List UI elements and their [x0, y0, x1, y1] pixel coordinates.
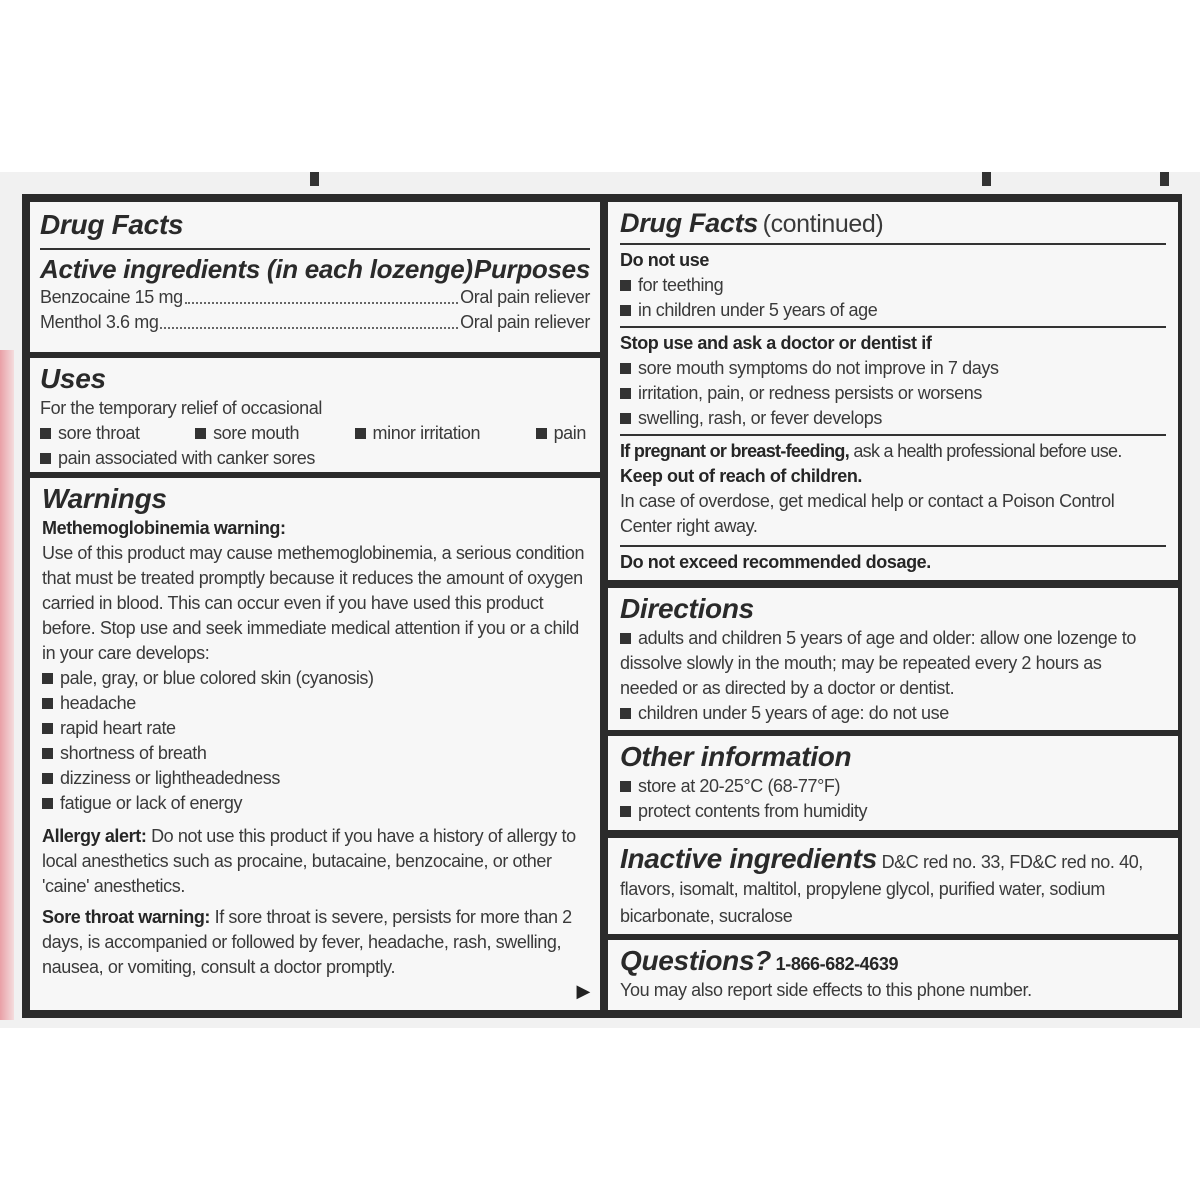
- stop-use-item: sore mouth symptoms do not improve in 7 days: [620, 356, 1166, 381]
- ingredient-purpose: Oral pain reliever: [460, 312, 590, 332]
- warnings-continued-panel: [608, 202, 1178, 580]
- ingredient-row: [40, 310, 590, 335]
- warnings-heading: Warnings: [42, 483, 167, 514]
- inactive-ingredients-heading: Inactive ingredients: [620, 843, 877, 874]
- questions-text: You may also report side effects to this phone number.: [620, 980, 1032, 1000]
- dosage-warning: Do not exceed recommended dosage.: [620, 552, 931, 572]
- active-ingredients-heading: Active ingredients (in each lozenge): [40, 254, 473, 284]
- questions-panel: [608, 940, 1178, 1010]
- allergy-label: Allergy alert:: [42, 826, 147, 846]
- use-item: sore throat: [40, 421, 140, 446]
- do-not-use-item: for teething: [620, 273, 1166, 298]
- uses-panel: [30, 358, 600, 472]
- uses-heading: Uses: [40, 363, 106, 394]
- symptom-item: fatigue or lack of energy: [42, 791, 588, 816]
- drug-facts-title: Drug Facts: [40, 209, 184, 240]
- overdose-text: In case of overdose, get medical help or contact a Poison Control Center right away.: [620, 491, 1115, 536]
- inactive-ingredients-panel: [608, 838, 1178, 934]
- use-item: minor irritation: [355, 421, 481, 446]
- phone-number: 1-866-682-4639: [775, 954, 899, 974]
- ingredient-name: Menthol 3.6 mg: [40, 312, 159, 332]
- do-not-use-heading: Do not use: [620, 250, 709, 270]
- methemoglobinemia-heading: Methemoglobinemia warning:: [42, 518, 286, 538]
- other-item: store at 20-25°C (68-77°F): [620, 774, 1166, 799]
- symptom-item: shortness of breath: [42, 741, 588, 766]
- pregnancy-label: If pregnant or breast-feeding,: [620, 441, 850, 461]
- uses-intro: For the temporary relief of occasional: [40, 398, 322, 418]
- warnings-panel: [30, 478, 600, 1010]
- package-red-edge: [0, 350, 14, 1020]
- sore-throat-text: If sore throat is severe, persists for more than 2 days, is accompanied or followed by fever, headache, rash, swelling, nausea, or vomiting, consult a doctor promptly.: [42, 907, 572, 977]
- drug-facts-continued-title: Drug Facts: [620, 208, 759, 238]
- continue-arrow-icon: ▶: [576, 981, 590, 1001]
- inactive-ingredients-text: D&C red no. 33, FD&C red no. 40, flavors, isomalt, maltitol, propylene glycol, purified water, sodium bicarbonate, sucralose: [620, 852, 1143, 926]
- ingredient-row: [40, 285, 590, 310]
- active-ingredients-panel: [30, 202, 600, 352]
- use-item: pain: [536, 421, 586, 446]
- sore-throat-warning: [42, 905, 588, 980]
- other-information-heading: Other information: [620, 741, 852, 772]
- directions-panel: [608, 588, 1178, 730]
- crop-mark: [982, 172, 991, 186]
- stop-use-item: irritation, pain, or redness persists or worsens: [620, 381, 1166, 406]
- direction-item: children under 5 years of age: do not use: [620, 701, 1166, 726]
- allergy-text: Do not use this product if you have a history of allergy to local anesthetics such as procaine, butacaine, benzocaine, or other 'caine' anesthetics.: [42, 826, 576, 896]
- stop-use-item: swelling, rash, or fever develops: [620, 406, 1166, 431]
- allergy-alert: [42, 824, 588, 899]
- questions-heading: Questions?: [620, 945, 772, 976]
- ingredient-purpose: Oral pain reliever: [460, 287, 590, 307]
- symptom-item: dizziness or lightheadedness: [42, 766, 588, 791]
- sore-throat-label: Sore throat warning:: [42, 907, 211, 927]
- crop-mark: [310, 172, 319, 186]
- directions-heading: Directions: [620, 593, 754, 624]
- pregnancy-warning: [620, 439, 1166, 464]
- stop-use-heading: Stop use and ask a doctor or dentist if: [620, 333, 932, 353]
- pregnancy-text: ask a health professional before use.: [853, 441, 1122, 461]
- ingredient-name: Benzocaine 15 mg: [40, 287, 183, 307]
- symptom-item: pale, gray, or blue colored skin (cyanosis): [42, 666, 588, 691]
- continued-label: (continued): [762, 210, 884, 238]
- use-item: pain associated with canker sores: [40, 446, 590, 471]
- methemoglobinemia-text: Use of this product may cause methemoglobinemia, a serious condition that must be treated promptly because it reduces the amount of oxygen carried in blood. This can occur even if you have used this product before. Stop use and seek immediate medical attention if you or a child in your care develops:: [42, 543, 585, 663]
- purposes-heading: Purposes: [473, 254, 590, 284]
- other-information-panel: [608, 736, 1178, 830]
- symptom-item: rapid heart rate: [42, 716, 588, 741]
- keep-out-of-reach: Keep out of reach of children.: [620, 466, 863, 486]
- symptom-item: headache: [42, 691, 588, 716]
- other-item: protect contents from humidity: [620, 799, 1166, 824]
- crop-mark: [1160, 172, 1169, 186]
- do-not-use-item: in children under 5 years of age: [620, 298, 1166, 323]
- direction-item: adults and children 5 years of age and older: allow one lozenge to dissolve slowly in the mouth; may be repeated every 2 hours as needed or as directed by a doctor or dentist.: [620, 626, 1166, 701]
- use-item: sore mouth: [195, 421, 299, 446]
